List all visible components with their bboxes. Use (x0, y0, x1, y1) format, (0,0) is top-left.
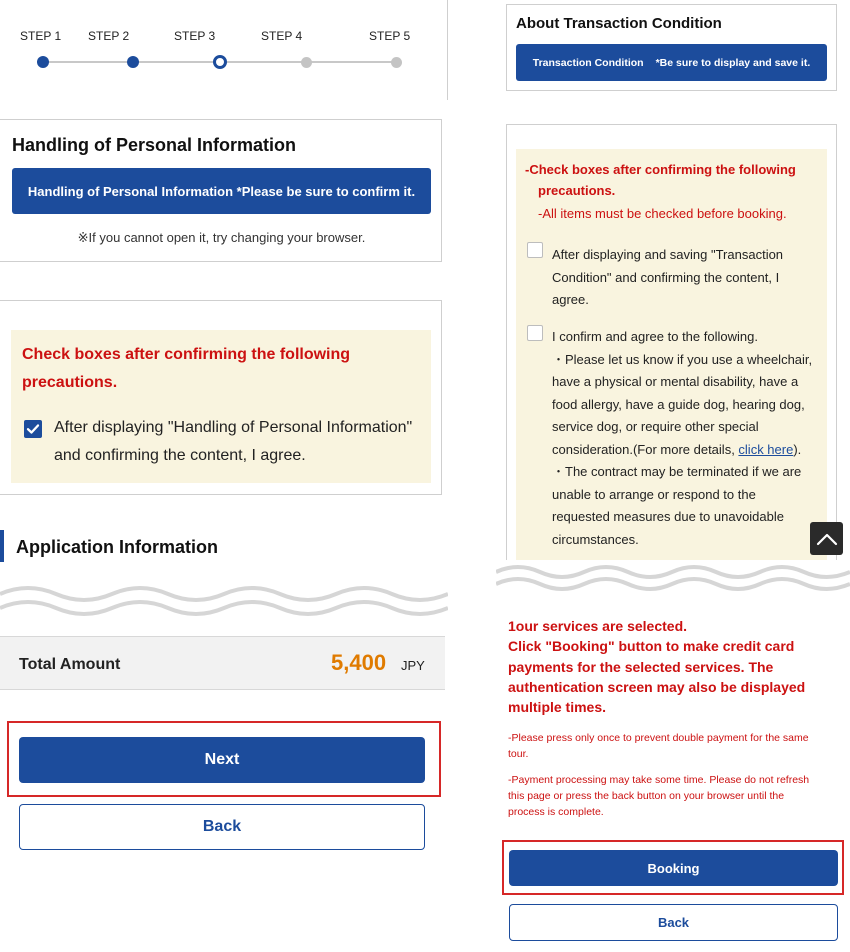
tp-detail-suffix: ). (793, 441, 802, 457)
tp-item2-more-line: requested measures due to unavoidable (552, 509, 784, 524)
scroll-top-button[interactable] (810, 522, 843, 555)
total-amount-bar (0, 636, 445, 690)
tp-item2-detail-line (552, 439, 812, 462)
step-4-dot (301, 57, 312, 68)
tp-item1-line: Condition" and confirming the content, I (552, 269, 780, 285)
booking-notice-line: 1our services are selected. (508, 618, 688, 634)
step-2-label: STEP 2 (88, 29, 130, 43)
note1-line: -Please press only once to prevent double payment for the same (508, 732, 809, 744)
back-button-left[interactable]: Back (19, 804, 425, 850)
note2-line: this page or press the back button on your browser until the (508, 790, 785, 802)
special-needs-agree-checkbox[interactable] (527, 325, 543, 341)
next-button[interactable]: Next (19, 737, 425, 783)
double-payment-note (508, 730, 809, 762)
wave-separator-right (496, 560, 850, 606)
total-amount-currency: JPY (401, 658, 425, 673)
checkmark-icon (24, 420, 42, 438)
note1-line: tour. (508, 748, 529, 760)
precautions-note (11, 330, 431, 483)
step-3-label: STEP 3 (174, 29, 216, 43)
tp-item2-line: service dog, or require other special (552, 419, 759, 434)
step-1-label: STEP 1 (20, 29, 62, 43)
step-5-dot (391, 57, 402, 68)
tp-item1-line: After displaying and saving "Transaction (552, 247, 784, 262)
transaction-agree-text (552, 244, 783, 312)
transaction-precautions-note (516, 149, 827, 567)
tp-item2-more-line: circumstances. (552, 531, 639, 547)
precautions-heading-line2: precautions. (22, 374, 118, 391)
transaction-title: About Transaction Condition (516, 15, 722, 32)
tp-item2-line: have a physical or mental disability, have a (552, 374, 799, 389)
tp-item2-line: food allergy, have a guide dog, hearing dog, (552, 396, 805, 412)
personal-info-agree-line1: After displaying "Handling of Personal Information" (54, 419, 413, 436)
back-button-right[interactable]: Back (509, 904, 838, 941)
booking-notice-line: payments for the selected services. The (508, 658, 774, 675)
tp-detail-prefix: consideration.(For more details, (552, 441, 739, 457)
note2-line: -Payment processing may take some time. Please do not refresh (508, 774, 810, 786)
note2-line: process is complete. (508, 806, 604, 818)
total-amount-value: 5,400 (331, 650, 387, 675)
personal-info-title: Handling of Personal Information (12, 135, 297, 155)
precautions-card (0, 300, 442, 495)
booking-notice-line: multiple times. (508, 699, 607, 716)
wave-separator (0, 580, 448, 630)
tp-item2-more-line: unable to arrange or respond to the (552, 486, 756, 502)
step-3-dot (213, 55, 227, 69)
tp-heading-line3: -All items must be checked before booking. (538, 206, 787, 221)
transaction-button-left-label: Transaction Condition (532, 56, 644, 69)
tp-item2-more-line: ・The contract may be terminated if we are (552, 464, 802, 479)
tp-item1-line: agree. (552, 292, 589, 307)
processing-note (508, 772, 809, 820)
browser-note: ※If you cannot open it, try changing your browser. (77, 230, 366, 245)
step-indicator (0, 0, 448, 100)
chevron-up-icon (816, 532, 838, 546)
booking-button[interactable]: Booking (509, 850, 838, 886)
tp-item2-line: ・Please let us know if you use a wheelchair, (552, 351, 813, 367)
transaction-button-right-label: *Be sure to display and save it. (655, 56, 811, 69)
transaction-precautions-card (506, 124, 837, 566)
personal-info-card (0, 119, 442, 262)
step-2-dot (127, 56, 139, 68)
personal-info-agree-line2: and confirming the content, I agree. (54, 447, 306, 464)
total-amount-label: Total Amount (19, 656, 121, 673)
booking-notice-line: Click "Booking" button to make credit card (508, 638, 795, 655)
booking-notice (508, 616, 805, 717)
personal-info-agree-checkbox[interactable] (24, 420, 42, 438)
step-4-label: STEP 4 (261, 29, 303, 43)
tp-item2-line: I confirm and agree to the following. (552, 329, 758, 344)
section-accent-bar (0, 530, 4, 562)
personal-info-button[interactable]: Handling of Personal Information *Please be sure to confirm it. (12, 168, 431, 214)
booking-notice-line: authentication screen may also be displayed (508, 678, 806, 695)
click-here-link[interactable]: click here (738, 441, 794, 457)
transaction-condition-button[interactable] (516, 44, 827, 81)
tp-heading-line1: -Check boxes after confirming the following (525, 162, 796, 177)
precautions-heading-line1: Check boxes after confirming the following (22, 346, 351, 363)
application-info-title: Application Information (16, 537, 218, 557)
tp-heading-line2: precautions. (538, 183, 616, 198)
right-panel (496, 0, 850, 952)
transaction-agree-checkbox[interactable] (527, 242, 543, 258)
special-needs-agree-text (552, 326, 812, 551)
step-5-label: STEP 5 (369, 29, 411, 43)
step-1-dot (37, 56, 49, 68)
transaction-card (506, 4, 837, 91)
